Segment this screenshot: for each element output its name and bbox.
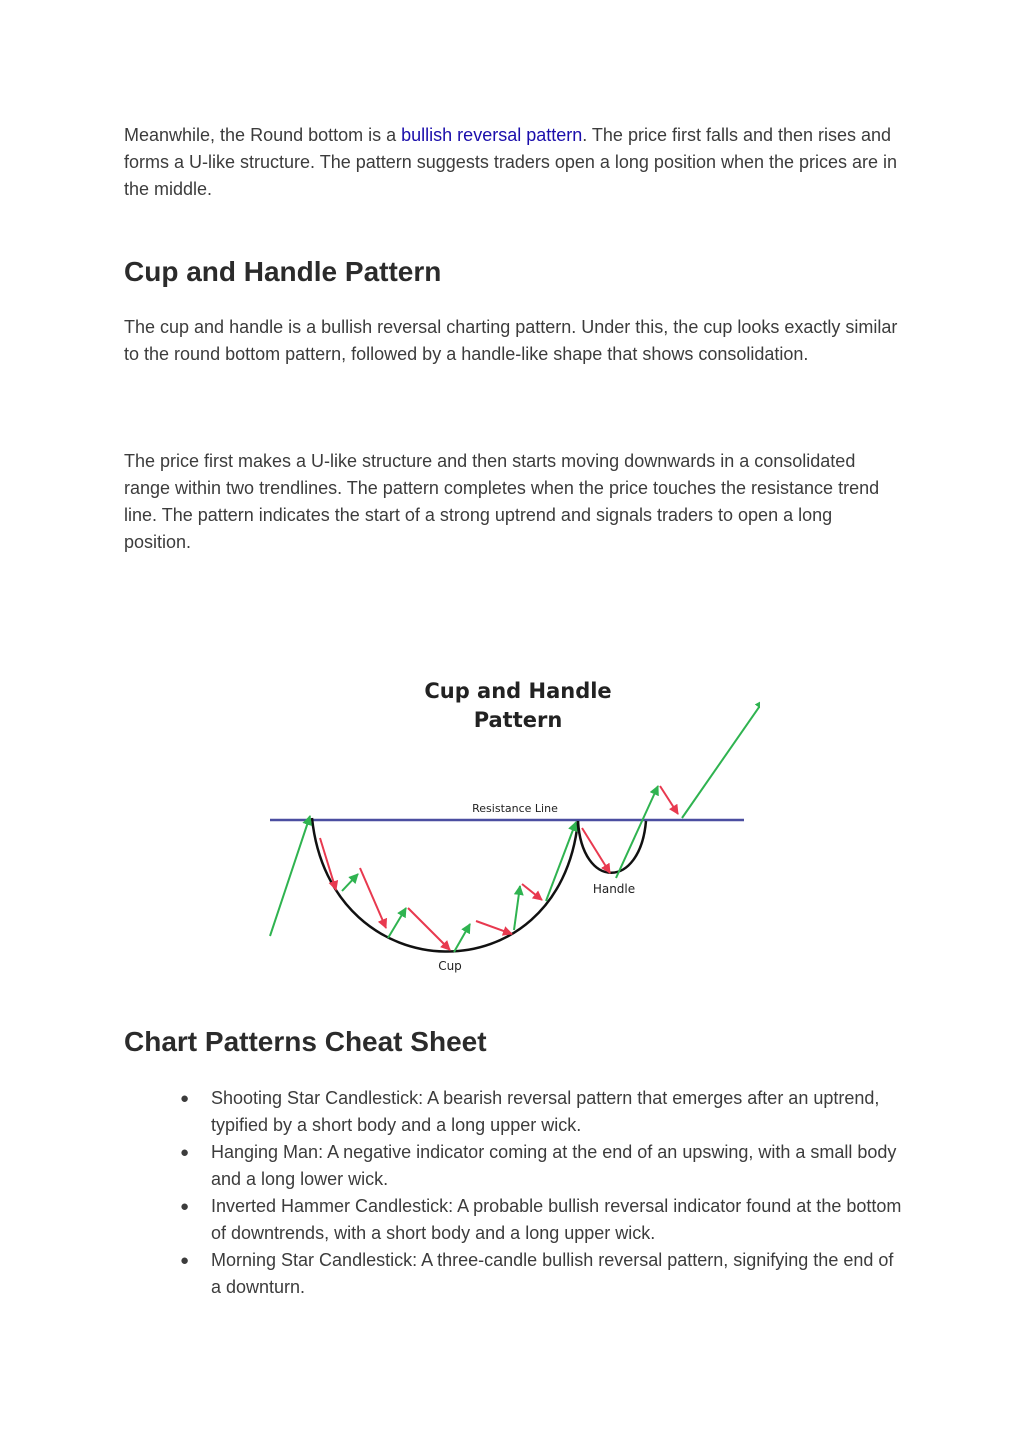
bullish-reversal-pattern-link[interactable]: bullish reversal pattern: [401, 125, 583, 145]
up-arrow: [342, 874, 358, 891]
cup-and-handle-diagram: [260, 668, 760, 980]
up-arrow: [454, 924, 470, 952]
list-item-text: Morning Star Candlestick: A three-candle bullish reversal pattern, signifying the end of a downturn.: [211, 1250, 894, 1297]
cup-handle-description: The cup and handle is a bullish reversal charting pattern. Under this, the cup looks exactly similar to the round bottom pattern, followed by a handle-like shape that shows consolidation.: [124, 317, 898, 364]
cheat-sheet-list: [180, 1085, 904, 1301]
cheat-sheet-heading: Chart Patterns Cheat Sheet: [124, 1026, 487, 1057]
list-item-text: Inverted Hammer Candlestick: A probable bullish reversal indicator found at the bottom of downtrends, with a short body and a long upper wick.: [211, 1196, 902, 1243]
up-arrow: [270, 816, 310, 936]
up-arrows: [270, 700, 760, 952]
bullet-icon: ●: [180, 1198, 190, 1215]
list-item: [180, 1247, 904, 1301]
cup-curve: [312, 818, 578, 952]
up-arrow: [514, 886, 520, 930]
bullet-icon: ●: [180, 1144, 190, 1161]
up-arrow: [682, 700, 760, 818]
handle-curve: [578, 821, 646, 873]
down-arrow: [660, 786, 678, 814]
down-arrow: [476, 921, 512, 934]
up-arrow: [616, 786, 658, 878]
list-item: [180, 1085, 904, 1139]
up-arrow: [388, 908, 406, 938]
down-arrow: [360, 868, 386, 928]
diagram-title-line1: Cup and Handle: [424, 679, 612, 703]
cup-label: Cup: [438, 959, 462, 973]
cup-and-handle-svg: [260, 668, 760, 980]
cup-and-handle-heading: Cup and Handle Pattern: [124, 256, 442, 287]
up-arrow: [546, 822, 576, 901]
paragraph-text: . The price first falls and then rises and forms a U-like structure. The pattern suggests traders open a long position when the prices are in the middle.: [124, 125, 898, 199]
cup-handle-price-description: The price first makes a U-like structure and then starts moving downwards in a consolidated range within two trendlines. The pattern completes when the price touches the resistance trend line. The pattern indicates the start of a strong uptrend and signals traders to open a long position.: [124, 451, 880, 552]
list-item: [180, 1193, 904, 1247]
list-item-text: Hanging Man: A negative indicator coming at the end of an upswing, with a small body and a long lower wick.: [211, 1142, 897, 1189]
down-arrow: [408, 908, 450, 950]
diagram-title-line2: Pattern: [473, 708, 563, 732]
handle-label: Handle: [592, 882, 636, 896]
down-arrow: [522, 884, 542, 900]
bullet-icon: ●: [180, 1252, 190, 1269]
list-item: [180, 1139, 904, 1193]
resistance-line-label: Resistance Line: [472, 802, 558, 815]
round-bottom-paragraph: [124, 122, 904, 203]
paragraph-text: Meanwhile, the Round bottom is a: [124, 125, 402, 145]
list-item-text: Shooting Star Candlestick: A bearish reversal pattern that emerges after an uptrend, typified by a short body and a long upper wick.: [211, 1088, 880, 1135]
bullet-icon: ●: [180, 1090, 190, 1107]
